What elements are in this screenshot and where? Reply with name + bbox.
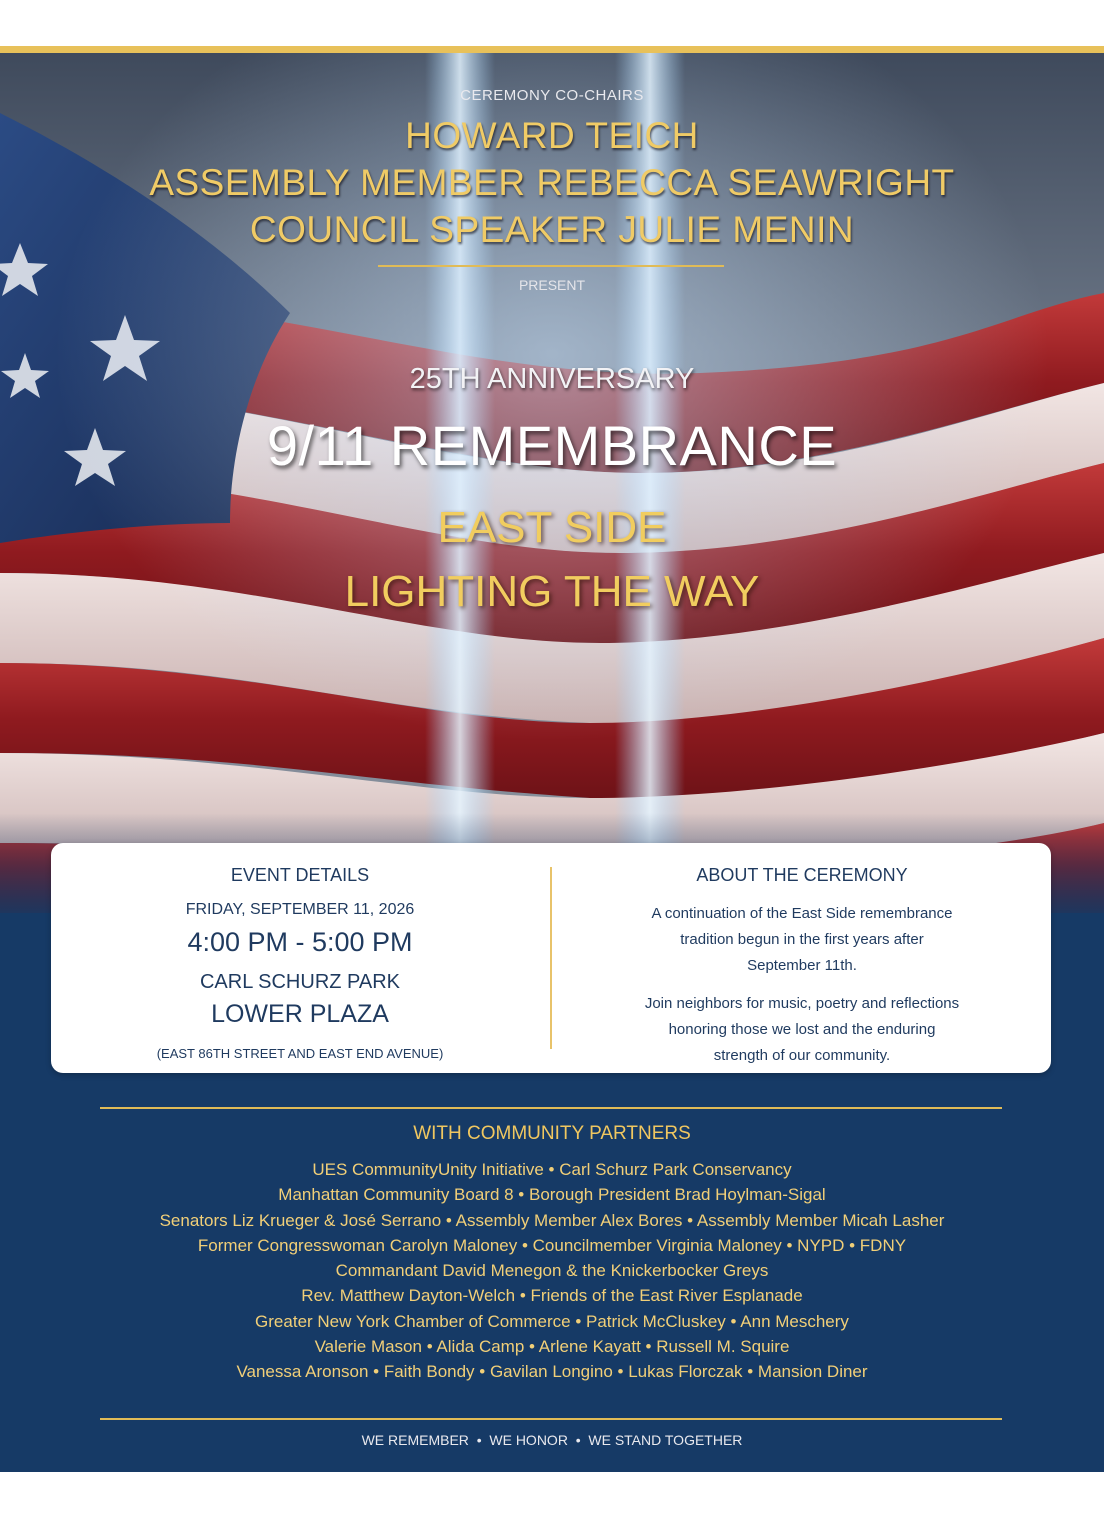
partner-line: Greater New York Chamber of Commerce • Patrick McCluskey • Ann Meschery xyxy=(255,1311,849,1331)
hero-text xyxy=(0,53,1104,913)
about-paragraph: Join neighbors for music, poetry and reflections honoring those we lost and the enduring strength of our community. xyxy=(644,995,960,1064)
partner-line: Manhattan Community Board 8 • Borough President Brad Hoylman-Sigal xyxy=(278,1185,826,1205)
cochairs-label: CEREMONY CO-CHAIRS xyxy=(460,87,644,104)
about-paragraph: A continuation of the East Side remembrance tradition begun in the first years after September 11th. xyxy=(651,905,953,974)
card-divider xyxy=(550,867,552,1049)
event-park: CARL SCHURZ PARK xyxy=(199,971,401,993)
partner-line: Former Congresswoman Carolyn Maloney • Councilmember Virginia Maloney • NYPD • FDNY xyxy=(197,1235,907,1255)
partner-line: UES CommunityUnity Initiative • Carl Schurz Park Conservancy xyxy=(312,1160,792,1179)
partners-title: WITH COMMUNITY PARTNERS xyxy=(413,1123,691,1144)
partner-line: Commandant David Menegon & the Knickerbocker Greys xyxy=(335,1261,769,1281)
subtitle-line-1: EAST SIDE xyxy=(437,503,667,552)
event-time: 4:00 PM - 5:00 PM xyxy=(187,927,413,957)
partner-line: Rev. Matthew Dayton-Welch • Friends of the East River Esplanade xyxy=(301,1286,803,1306)
partner-line: Vanessa Aronson • Faith Bondy • Gavilan Longino • Lukas Florczak • Mansion Diner xyxy=(236,1362,868,1382)
partner-line: Valerie Mason • Alida Camp • Arlene Kayatt • Russell M. Squire xyxy=(314,1337,790,1357)
event-address: (EAST 86TH STREET AND EAST END AVENUE) xyxy=(156,1046,444,1061)
anniversary-label: 25TH ANNIVERSARY xyxy=(409,363,695,395)
partners-top-rule xyxy=(100,1107,1002,1109)
partner-line: Senators Liz Krueger & José Serrano • Assembly Member Alex Bores • Assembly Member Micah Lasher xyxy=(159,1210,945,1230)
partners-bottom-rule xyxy=(100,1418,1002,1420)
event-details-title: EVENT DETAILS xyxy=(230,865,370,885)
partners-list xyxy=(0,1157,1104,1385)
cochair-name: ASSEMBLY MEMBER REBECCA SEAWRIGHT xyxy=(149,162,955,203)
event-date: FRIDAY, SEPTEMBER 11, 2026 xyxy=(185,901,415,918)
top-gold-rule xyxy=(0,46,1104,53)
main-title: 9/11 REMEMBRANCE xyxy=(266,414,838,477)
about-title: ABOUT THE CEREMONY xyxy=(696,865,908,885)
info-card xyxy=(51,843,1051,1073)
cochair-name: HOWARD TEICH xyxy=(405,115,699,156)
flag-hero-image xyxy=(0,53,1104,913)
subtitle-line-2: LIGHTING THE WAY xyxy=(344,567,760,616)
flyer-poster xyxy=(0,46,1104,1472)
event-plaza: LOWER PLAZA xyxy=(211,1000,389,1028)
present-divider xyxy=(378,265,724,267)
present-label: PRESENT xyxy=(518,277,586,293)
cochair-name: COUNCIL SPEAKER JULIE MENIN xyxy=(249,209,855,250)
footer-tagline: WE REMEMBER • WE HONOR • WE STAND TOGETHER xyxy=(361,1432,743,1448)
